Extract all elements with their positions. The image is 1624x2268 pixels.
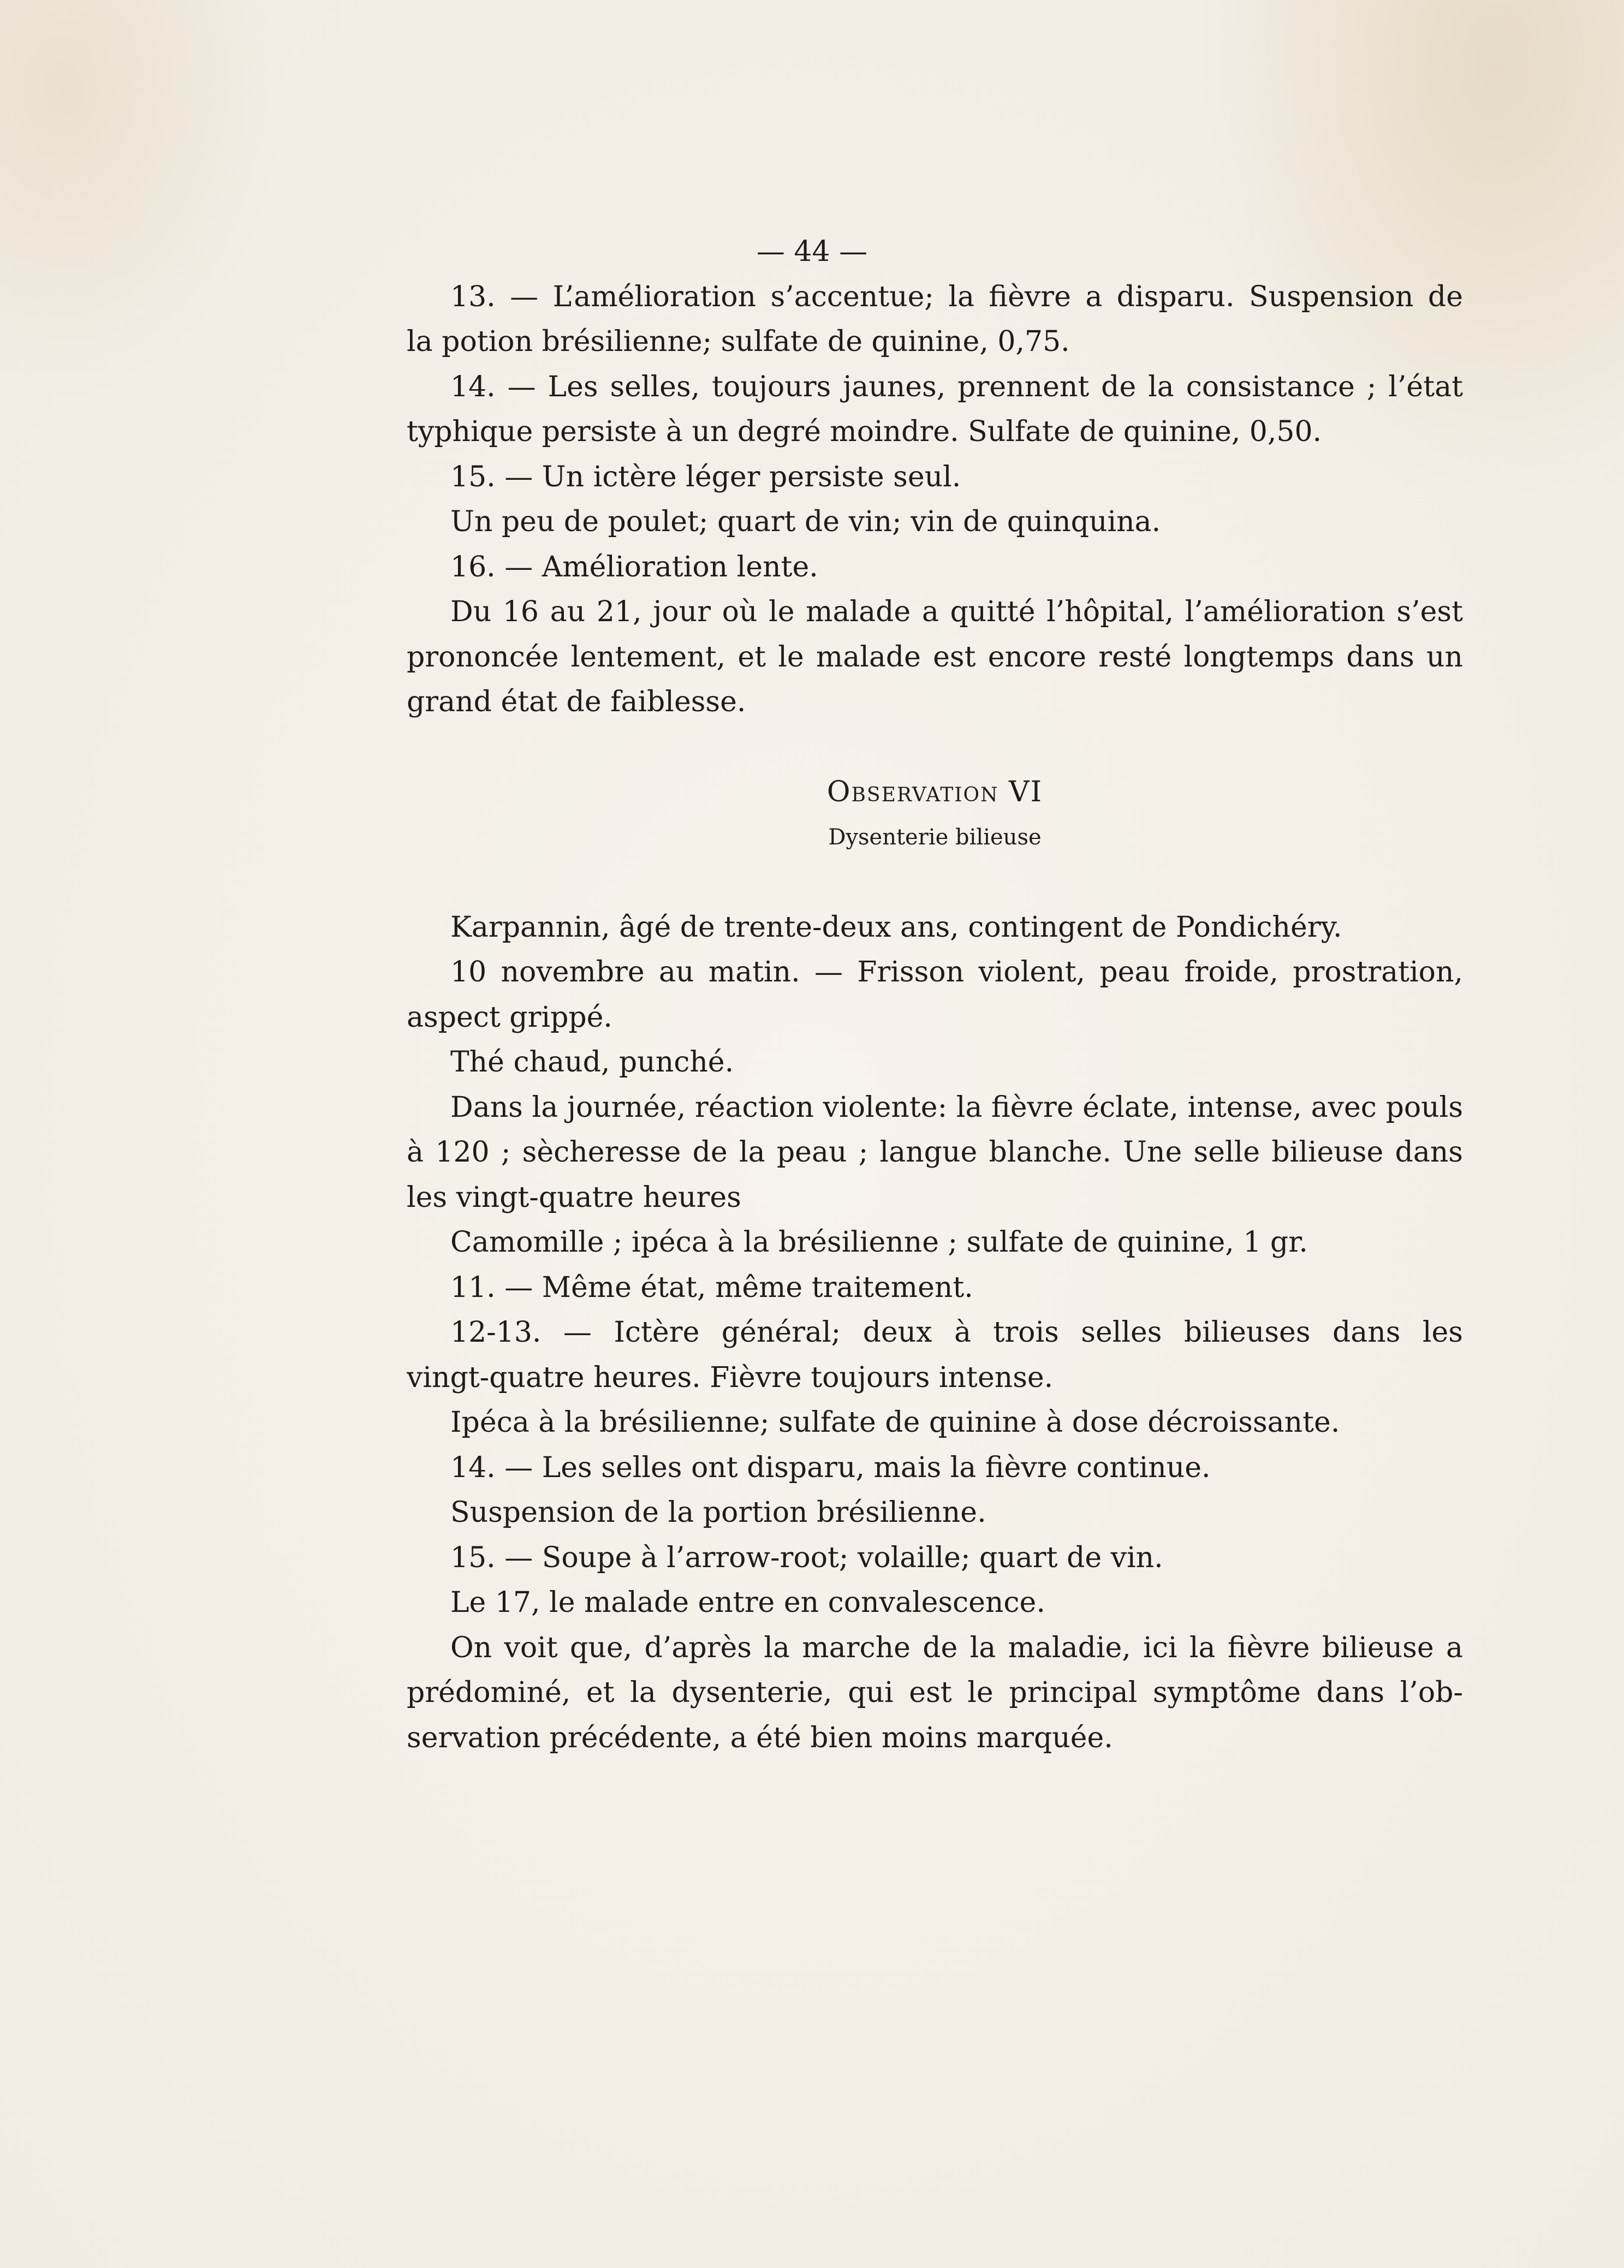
- text-line: les vingt-quatre heures: [407, 1181, 741, 1214]
- text-line: 10 novembre au matin. — Frisson violent, peau froide, prostration,: [450, 956, 1463, 989]
- text-line: 11. — Même état, même traitement.: [450, 1271, 973, 1304]
- text-line: Camomille ; ipéca à la brésilienne ; sulfate de quinine, 1 gr.: [450, 1226, 1308, 1259]
- page-number: — 44 —: [756, 235, 868, 268]
- spacer: [407, 725, 1463, 770]
- spacer: [407, 229, 1463, 275]
- text-line: grand état de faiblesse.: [407, 686, 746, 718]
- text-line: On voit que, d’après la marche de la maladie, ici la fièvre bilieuse a: [450, 1631, 1463, 1664]
- text-line: Ipéca à la brésilienne; sulfate de quinine à dose décroissante.: [450, 1406, 1340, 1439]
- text-line: prononcée lentement, et le malade est encore resté longtemps dans un: [407, 640, 1463, 674]
- text-line: typhique persiste à un degré moindre. Sulfate de quinine, 0,50.: [407, 415, 1322, 448]
- text-line: Du 16 au 21, jour où le malade a quitté l’hôpital, l’amélioration s’est: [450, 596, 1463, 628]
- text-line: Thé chaud, punché.: [450, 1046, 734, 1079]
- text-line: 12-13. — Ictère général; deux à trois selles bilieuses dans les: [450, 1316, 1463, 1349]
- spacer: [407, 860, 1463, 905]
- text-line: Suspension de la portion brésilienne.: [450, 1496, 986, 1529]
- text-line: 16. — Amélioration lente.: [450, 550, 818, 584]
- text-line: à 120 ; sècheresse de la peau ; langue blanche. Une selle bilieuse dans: [407, 1136, 1463, 1169]
- text-line: vingt-quatre heures. Fièvre toujours intense.: [407, 1361, 1054, 1394]
- text-line: la potion brésilienne; sulfate de quinine, 0,75.: [407, 325, 1070, 358]
- text-line: 13. — L’amélioration s’accentue; la fièvre a disparu. Suspension de: [450, 280, 1463, 313]
- text-line: Karpannin, âgé de trente-deux ans, contingent de Pondichéry.: [450, 910, 1342, 944]
- text-line: prédominé, et la dysenterie, qui est le principal symptôme dans l’ob-: [407, 1676, 1463, 1709]
- text-line: Dans la journée, réaction violente: la fièvre éclate, intense, avec pouls: [450, 1091, 1463, 1124]
- text-line: 15. — Un ictère léger persiste seul.: [450, 460, 961, 493]
- text-line: Le 17, le malade entre en convalescence.: [450, 1586, 1045, 1619]
- text-line: servation précédente, a été bien moins marquée.: [407, 1721, 1113, 1754]
- text-line: aspect grippé.: [407, 1001, 612, 1034]
- text-line: 14. — Les selles ont disparu, mais la fièvre continue.: [450, 1451, 1211, 1484]
- text-block: [407, 229, 1463, 1760]
- text-line: Un peu de poulet; quart de vin; vin de quinquina.: [450, 505, 1161, 538]
- observation-title: Observation VI: [826, 776, 1043, 808]
- observation-subtitle: Dysenterie bilieuse: [828, 824, 1042, 850]
- text-line: 15. — Soupe à l’arrow-root; volaille; quart de vin.: [450, 1541, 1163, 1574]
- text-line: 14. — Les selles, toujours jaunes, prennent de la consistance ; l’état: [450, 370, 1463, 403]
